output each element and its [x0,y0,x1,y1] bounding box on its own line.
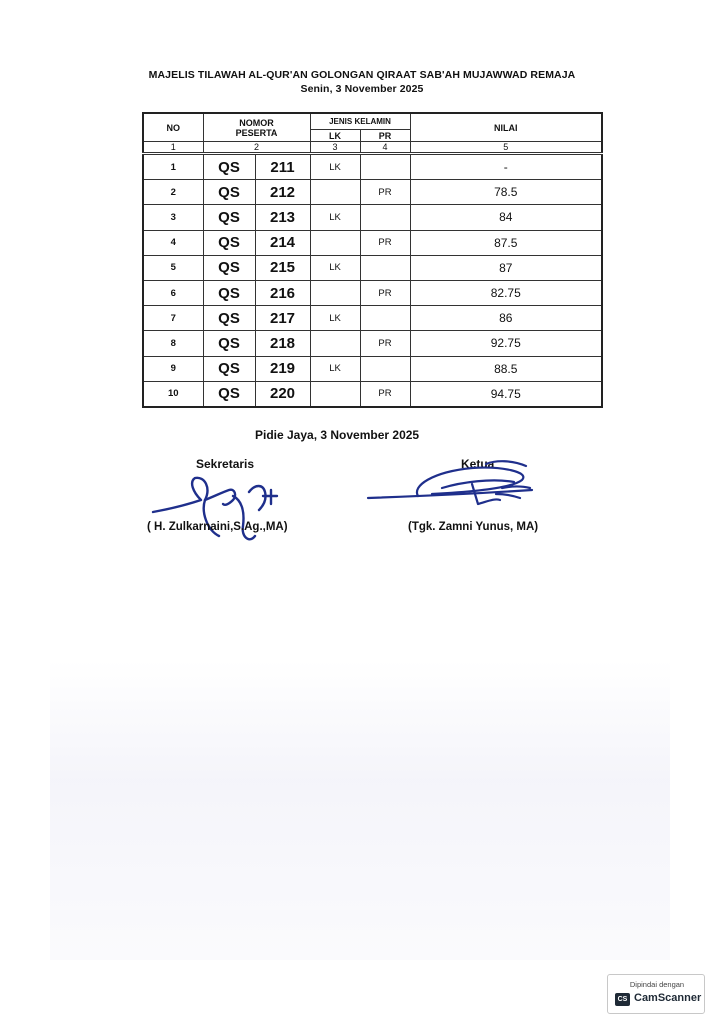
cell-lk [310,381,360,407]
table-row [143,356,602,381]
header-pr: PR [360,130,410,142]
cell-number: 217 [255,306,310,331]
document-date: Senin, 3 November 2025 [300,83,424,95]
cell-nilai: 87.5 [410,230,602,255]
cell-pr: PR [360,381,410,407]
cell-number: 213 [255,205,310,230]
cell-lk [310,230,360,255]
cell-number: 216 [255,280,310,305]
cell-no: 1 [143,154,203,180]
chair-name: (Tgk. Zamni Yunus, MA) [408,521,539,533]
cell-lk [310,331,360,356]
table-row [143,180,602,205]
cell-number: 211 [255,154,310,180]
table-row [143,331,602,356]
cell-number: 215 [255,255,310,280]
cell-no: 9 [143,356,203,381]
results-table [142,112,603,408]
cell-no: 7 [143,306,203,331]
column-index-row [143,142,602,154]
column-index: 4 [360,142,410,154]
cell-lk [310,180,360,205]
cell-prefix: QS [203,306,255,331]
cell-no: 10 [143,381,203,407]
cell-prefix: QS [203,255,255,280]
signature-ink [368,461,532,504]
scan-shadow [50,660,670,960]
cell-pr [360,154,410,180]
cell-nilai: 82.75 [410,280,602,305]
cell-lk: LK [310,255,360,280]
column-index: 3 [310,142,360,154]
cell-no: 3 [143,205,203,230]
table-row [143,381,602,407]
cell-lk: LK [310,306,360,331]
cell-nilai: 78.5 [410,180,602,205]
table-row [143,230,602,255]
table-row [143,255,602,280]
cell-number: 220 [255,381,310,407]
cell-nilai: 88.5 [410,356,602,381]
cell-nilai: 94.75 [410,381,602,407]
cell-prefix: QS [203,331,255,356]
cell-prefix: QS [203,230,255,255]
table-row [143,306,602,331]
cell-lk [310,280,360,305]
cell-nilai: 84 [410,205,602,230]
place-date: Pidie Jaya, 3 November 2025 [255,428,420,442]
header-nomor-line1: NOMOR [239,117,274,128]
cell-pr [360,255,410,280]
cell-prefix: QS [203,381,255,407]
cell-lk: LK [310,356,360,381]
cell-number: 214 [255,230,310,255]
header-row [143,113,602,130]
cell-pr [360,205,410,230]
table-row [143,154,602,180]
cell-prefix: QS [203,280,255,305]
cell-nilai: - [410,154,602,180]
chair-role: Ketua [461,457,495,471]
cell-prefix: QS [203,205,255,230]
cell-number: 219 [255,356,310,381]
cell-no: 5 [143,255,203,280]
cell-no: 6 [143,280,203,305]
header-no: NO [143,113,203,142]
cell-pr [360,306,410,331]
secretary-signature [145,470,285,550]
header-nomor-line2: PESERTA [235,127,278,138]
cell-prefix: QS [203,180,255,205]
cell-prefix: QS [203,154,255,180]
camscanner-name: CamScanner [634,992,702,1004]
column-index: 5 [410,142,602,154]
header-jenis-kelamin: JENIS KELAMIN [310,113,410,130]
camscanner-logo-icon: CS [615,993,630,1006]
cell-prefix: QS [203,356,255,381]
secretary-name: ( H. Zulkarnaini,S.Ag.,MA) [147,521,288,533]
cell-no: 4 [143,230,203,255]
camscanner-caption: Dipindai dengan [629,980,685,989]
cell-no: 8 [143,331,203,356]
cell-number: 212 [255,180,310,205]
header-nilai: NILAI [410,113,602,142]
column-index: 1 [143,142,203,154]
cell-pr [360,356,410,381]
cell-number: 218 [255,331,310,356]
document-title: MAJELIS TILAWAH AL-QUR'AN GOLONGAN QIRAAT SAB'AH MUJAWWAD REMAJA [148,69,576,81]
cell-nilai: 87 [410,255,602,280]
column-index: 2 [203,142,310,154]
cell-lk: LK [310,154,360,180]
cell-pr: PR [360,230,410,255]
secretary-role: Sekretaris [196,457,255,471]
cell-pr: PR [360,331,410,356]
cell-pr: PR [360,180,410,205]
cell-nilai: 92.75 [410,331,602,356]
table-row [143,280,602,305]
header-nomor-peserta [203,113,310,142]
cell-nilai: 86 [410,306,602,331]
cell-lk: LK [310,205,360,230]
header-lk: LK [310,130,360,142]
cell-pr: PR [360,280,410,305]
camscanner-badge [607,974,705,1014]
cell-no: 2 [143,180,203,205]
table-row [143,205,602,230]
